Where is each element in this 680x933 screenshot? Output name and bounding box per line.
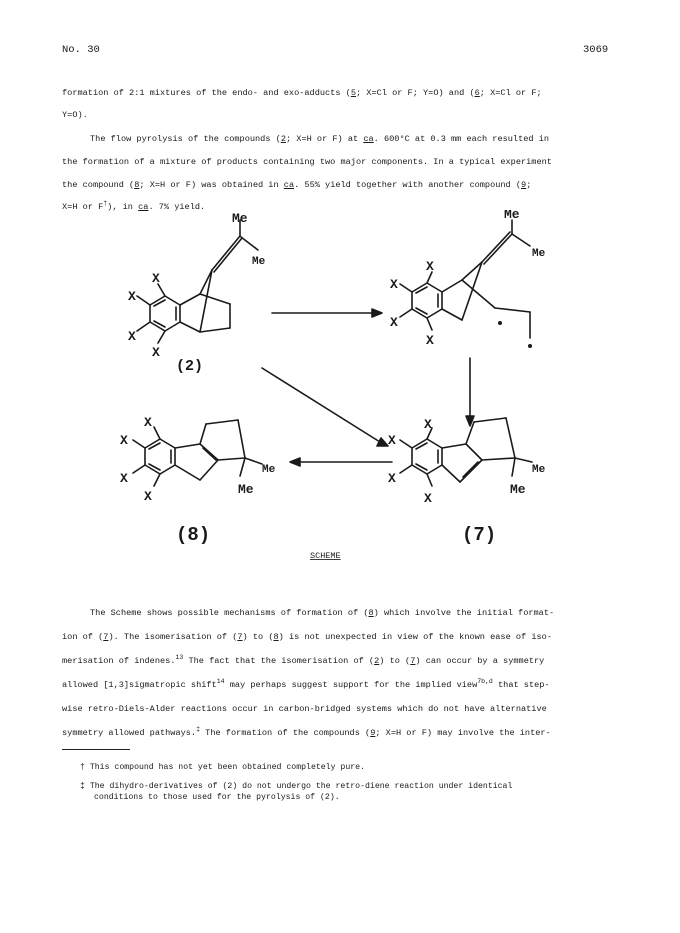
journal-issue: No. 30 bbox=[62, 44, 100, 56]
footnote-divider bbox=[62, 749, 130, 750]
substituent-x: X bbox=[152, 345, 160, 360]
methyl-label: Me bbox=[532, 248, 546, 260]
compound-ref: 7 bbox=[103, 632, 109, 642]
compound-ref: 7 bbox=[237, 632, 243, 642]
compound-ref: 7 bbox=[410, 656, 416, 666]
abbrev-ca: ca bbox=[283, 180, 295, 190]
compound-ref: 8 bbox=[368, 608, 374, 618]
footnote-2: ‡ The dihydro-derivatives of (2) do not undergo the retro-diene reaction under identical bbox=[80, 782, 513, 791]
para2-line-3: the compound (8; X=H or F) was obtained in ca. 55% yield together with another compound (9; bbox=[62, 180, 532, 190]
page-number: 3069 bbox=[583, 44, 609, 56]
arrow-7-to-8 bbox=[290, 458, 392, 466]
reference-14: 14 bbox=[216, 678, 225, 685]
compound-ref: 8 bbox=[273, 632, 279, 642]
compound-7-structure bbox=[400, 418, 532, 486]
abbrev-ca: ca bbox=[138, 202, 149, 212]
abbrev-ca: ca bbox=[363, 134, 374, 144]
substituent-x: X bbox=[128, 289, 136, 304]
para2-line-2: the formation of a mixture of products containing two major components. In a typical experiment bbox=[62, 157, 552, 167]
compound-ref: 9 bbox=[521, 180, 527, 190]
footnote-mark: ‡ bbox=[196, 726, 200, 733]
footnote-mark: ‡ bbox=[80, 782, 85, 791]
para1-line-1: formation of 2:1 mixtures of the endo- and exo-adducts (5; X=Cl or F; Y=O) and (6; X=Cl or F; bbox=[62, 88, 542, 98]
substituent-x: X bbox=[424, 491, 432, 506]
footnote-1: † This compound has not yet been obtained completely pure. bbox=[80, 763, 365, 772]
substituent-x: X bbox=[390, 315, 398, 330]
substituent-x: X bbox=[388, 471, 396, 486]
reference-7bd: 7b,d bbox=[477, 678, 493, 685]
methyl-label: Me bbox=[504, 210, 520, 222]
footnote-mark: † bbox=[80, 763, 85, 772]
substituent-x: X bbox=[388, 433, 396, 448]
para3-line-1: The Scheme shows possible mechanisms of formation of (8) which involve the initial format- bbox=[90, 608, 555, 618]
arrow-2-to-diradical bbox=[272, 309, 382, 317]
compound-label-8: (8) bbox=[176, 524, 211, 546]
diradical-intermediate-structure bbox=[400, 220, 532, 348]
substituent-x: X bbox=[424, 417, 432, 432]
compound-ref: 2 bbox=[374, 656, 380, 666]
scheme-title: SCHEME bbox=[310, 551, 341, 561]
methyl-label: Me bbox=[252, 256, 266, 268]
substituent-x: X bbox=[120, 471, 128, 486]
substituent-x: X bbox=[144, 489, 152, 504]
substituent-x: X bbox=[144, 415, 152, 430]
compound-ref: 8 bbox=[134, 180, 140, 190]
para3-line-5: wise retro-Diels-Alder reactions occur in carbon-bridged systems which do not have alternative bbox=[62, 704, 547, 714]
para1-line-2: Y=O). bbox=[62, 110, 88, 120]
arrow-2-to-7 bbox=[262, 368, 388, 446]
compound-ref: 2 bbox=[280, 134, 286, 144]
footnote-mark: † bbox=[103, 200, 108, 207]
methyl-label: Me bbox=[232, 211, 248, 226]
methyl-label: Me bbox=[238, 482, 254, 497]
para3-line-6: symmetry allowed pathways.‡ The formation of the compounds (9; X=H or F) may involve the inter- bbox=[62, 726, 551, 738]
para3-line-3: merisation of indenes.$^{13}$ The fact that the isomerisation of (2) to (7) can occur by a symmetry bbox=[62, 654, 545, 666]
compound-label-7: (7) bbox=[462, 524, 497, 546]
compound-8-structure bbox=[133, 420, 262, 486]
arrow-diradical-to-7 bbox=[466, 358, 474, 426]
substituent-x: X bbox=[426, 259, 434, 274]
methyl-label: Me bbox=[510, 482, 526, 497]
footnote-2-cont: conditions to those used for the pyrolysis of (2). bbox=[94, 793, 340, 802]
para3-line-4: allowed [1,3]sigmatropic shift$^{14}$ may perhaps suggest support for the implied view$^{7b,d}$ that step- bbox=[62, 678, 550, 690]
methyl-label: Me bbox=[262, 464, 276, 476]
substituent-x: X bbox=[152, 271, 160, 286]
substituent-x: X bbox=[128, 329, 136, 344]
compound-label-2: (2) bbox=[176, 358, 204, 375]
compound-ref: 9 bbox=[370, 728, 376, 738]
para2-line-1: The flow pyrolysis of the compounds (2; X=H or F) at ca. 600°C at 0.3 mm each resulted in bbox=[90, 134, 550, 144]
substituent-x: X bbox=[120, 433, 128, 448]
para3-line-2: ion of (7). The isomerisation of (7) to (8) is not unexpected in view of the known ease of iso- bbox=[62, 632, 552, 642]
reference-13: 13 bbox=[175, 654, 184, 661]
para2-line-4: X=H or F†), in ca. 7% yield. bbox=[62, 200, 206, 212]
methyl-label: Me bbox=[532, 464, 546, 476]
compound-ref: 6 bbox=[474, 88, 480, 98]
compound-ref: 5 bbox=[350, 88, 356, 98]
reaction-scheme bbox=[0, 210, 680, 570]
substituent-x: X bbox=[390, 277, 398, 292]
substituent-x: X bbox=[426, 333, 434, 348]
